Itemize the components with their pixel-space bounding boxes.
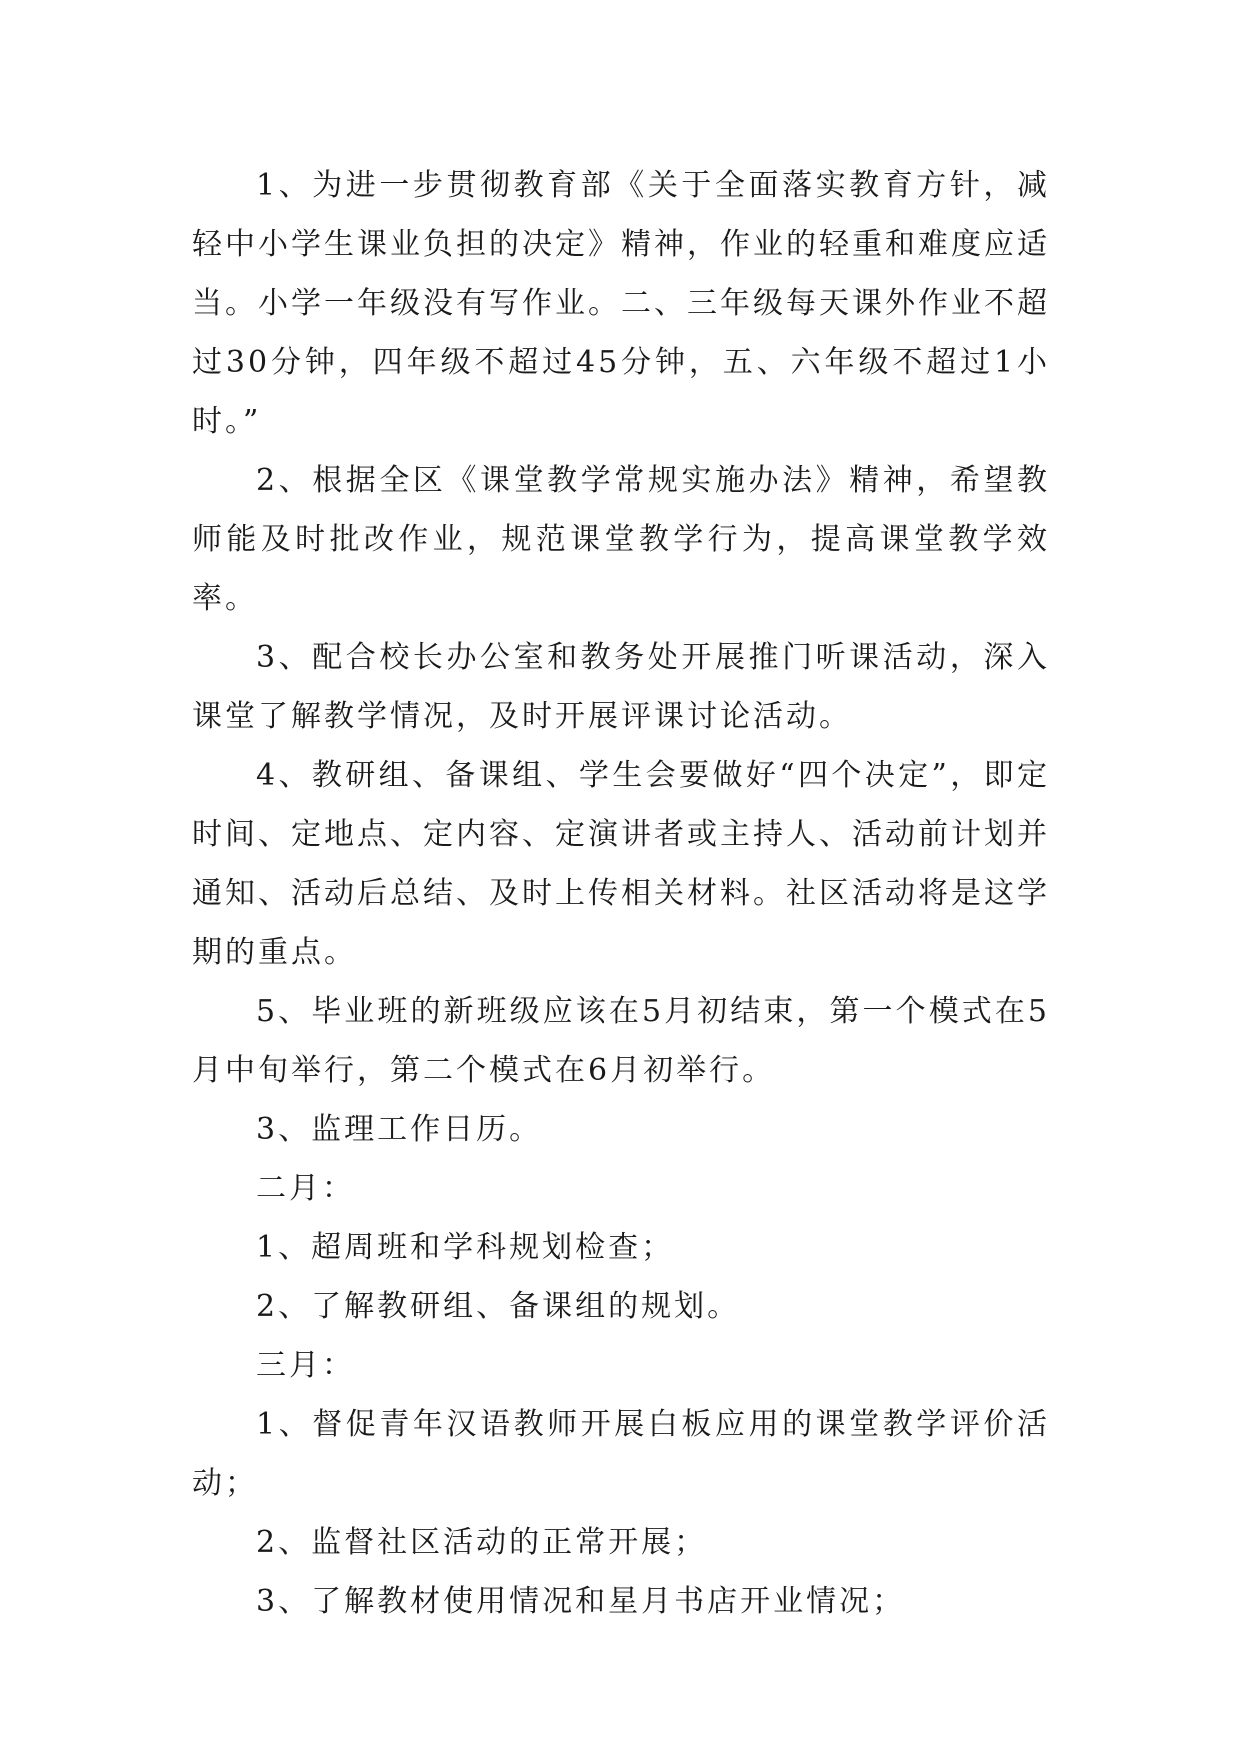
paragraph-work-calendar: 3、监理工作日历。 [256,1112,543,1147]
paragraph-four-decisions: 4、教研组、备课组、学生会要做好“四个决定”，即定时间、定地点、定内容、定演讲者或主持人、活动前计划并通知、活动后总结、及时上传相关材料。社区活动将是这学期的重点。 [192,758,1050,970]
paragraph-lesson-observation: 3、配合校长办公室和教务处开展推门听课活动，深入课堂了解教学情况，及时开展评课讨论活动。 [192,640,1050,734]
list-item-mar-3: 3、了解教材使用情况和星月书店开业情况； [256,1584,906,1619]
document-body [192,156,1050,1631]
heading-february: 二月： [256,1171,355,1206]
list-item-feb-2: 2、了解教研组、备课组的规划。 [256,1289,741,1324]
paragraph-graduating-classes: 5、毕业班的新班级应该在5月初结束，第一个模式在5月中旬举行，第二个模式在6月初举行。 [192,994,1050,1088]
paragraph-homework-burden: 1、为进一步贯彻教育部《关于全面落实教育方针，减轻中小学生课业负担的决定》精神，作业的轻重和难度应适当。小学一年级没有写作业。二、三年级每天课外作业不超过30分钟，四年级不超过45分钟，五、六年级不超过1小时。” [192,168,1050,439]
list-item-mar-1: 1、督促青年汉语教师开展白板应用的课堂教学评价活动； [192,1407,1050,1501]
list-item-mar-2: 2、监督社区活动的正常开展； [256,1525,708,1560]
list-item-feb-1: 1、超周班和学科规划检查； [256,1230,675,1265]
heading-march: 三月： [256,1348,355,1383]
paragraph-classroom-regulations: 2、根据全区《课堂教学常规实施办法》精神，希望教师能及时批改作业，规范课堂教学行为，提高课堂教学效率。 [192,463,1050,616]
